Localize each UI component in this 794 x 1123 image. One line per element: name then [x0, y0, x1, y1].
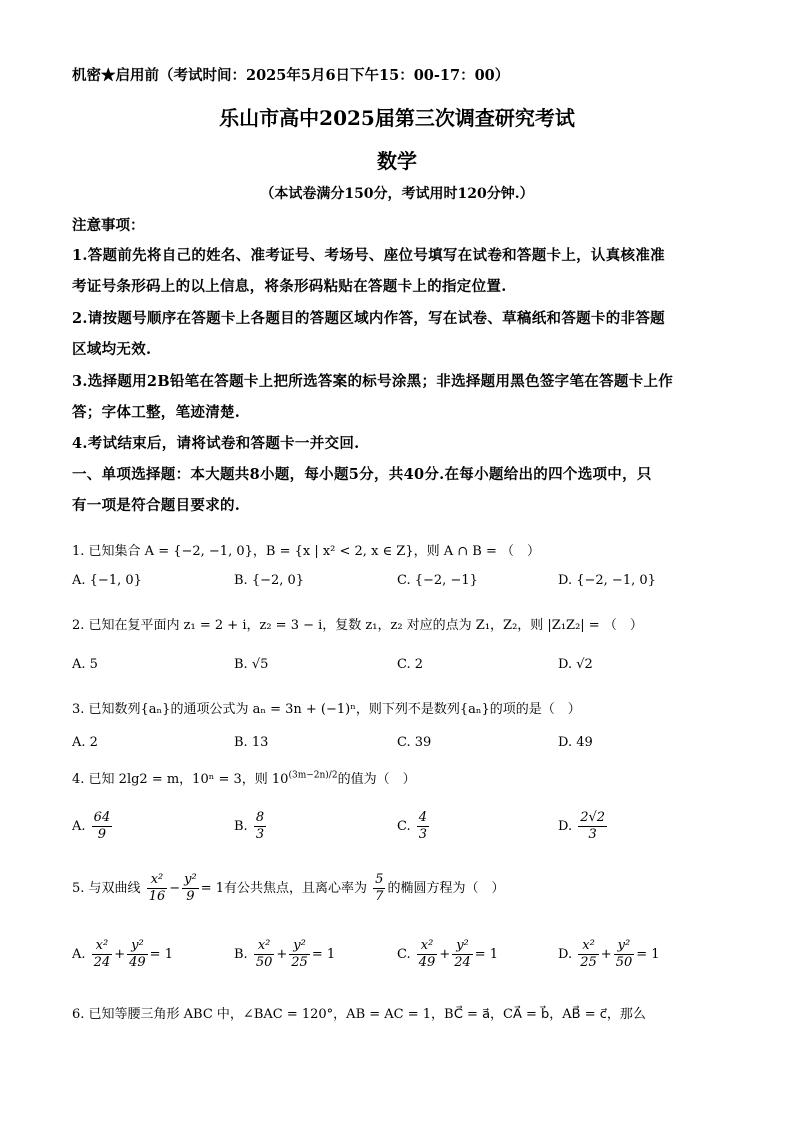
numerator: x² [147, 872, 168, 889]
exam-meta: （本试卷满分150分，考试用时120分钟.） [260, 186, 534, 202]
x-term [578, 938, 599, 971]
q1-option-b: B. {−2, 0} [234, 573, 305, 588]
question-6-stem: 6. 已知等腰三角形 ABC 中，∠BAC = 120°，AB = AC = 1，BC⃗ = a⃗，CA⃗ = b⃗，AB⃗ = c⃗，那么 [72, 1007, 646, 1022]
q3-option-d: D. 49 [558, 735, 593, 750]
note-line: 答；字体工整，笔迹清楚. [72, 404, 241, 421]
denominator: 7 [375, 889, 384, 904]
exam-title: 乐山市高中2025届第三次调查研究考试 [219, 106, 575, 130]
q5-option-b: B. $\frac{\text{x²}}{50}$ + $\frac{\text{y²}}{25}$ = 1 [234, 938, 336, 970]
q5-option-c: C. $\frac{\text{x²}}{49}$ + $\frac{\text{y²}}{24}$ = 1 [397, 938, 499, 970]
option-label: B. [234, 819, 248, 834]
q5-option-a: A. $\frac{\text{x²}}{24}$ + $\frac{\text{y²}}{49}$ = 1 [72, 938, 173, 970]
q4-exponent: (3m−2n)/2 [288, 770, 338, 781]
question-4-stem [72, 768, 416, 787]
denominator: 49 [129, 955, 146, 970]
denominator: 25 [291, 955, 308, 970]
denominator: 24 [454, 955, 471, 970]
q3-option-a: A. 2 [72, 735, 98, 750]
q4-stem-post: 的值为（ ） [337, 772, 416, 787]
q4-stem-pre: 4. 已知 2lg2 = m，10ⁿ = 3，则 10 [72, 772, 289, 787]
q2-option-c: C. 2 [397, 657, 424, 672]
question-1-stem: 1. 已知集合 A = {−2, −1, 0}，B = {x | x² < 2, x ∈ Z}，则 A ∩ B = （ ） [72, 544, 540, 559]
q4-option-a [72, 810, 114, 843]
q2-option-b: B. √5 [234, 657, 269, 672]
note-line: 4.考试结束后，请将试卷和答题卡一并交回. [72, 435, 360, 452]
note-line: 考证号条形码上的以上信息，将条形码粘贴在答题卡上的指定位置. [72, 278, 507, 295]
q3-option-c: C. 39 [397, 735, 432, 750]
fraction [417, 810, 429, 843]
numerator: x² [254, 938, 275, 955]
denominator: 16 [148, 889, 166, 904]
numerator: y² [127, 938, 148, 955]
denominator: 3 [255, 827, 265, 842]
q2-option-d: D. √2 [558, 657, 593, 672]
question-2-stem: 2. 已知在复平面内 z₁ = 2 + i，z₂ = 3 − i，复数 z₁，z₂ 对应的点为 Z₁，Z₂，则 |Z₁Z₂| = （ ） [72, 618, 643, 633]
numerator: 64 [93, 810, 111, 825]
denominator: 49 [418, 955, 436, 970]
y-term [614, 938, 635, 971]
denominator: 25 [580, 955, 597, 970]
option-label: D. [558, 947, 573, 962]
denominator: 3 [588, 827, 597, 842]
q4-option-c [397, 810, 431, 843]
q5-stem-pre: 5. 与双曲线 [72, 881, 141, 896]
y-term [289, 938, 310, 971]
numerator: x² [417, 938, 438, 955]
option-label: A. [72, 947, 86, 962]
denominator: 50 [255, 955, 273, 970]
numerator: y² [289, 938, 310, 955]
q1-option-a: A. {−1, 0} [72, 573, 142, 588]
denominator: 24 [93, 955, 111, 970]
section-heading: 一、单项选择题：本大题共8小题，每小题5分，共40分.在每小题给出的四个选项中，只 [72, 466, 652, 483]
x-term [417, 938, 438, 971]
numerator: 2√2 [580, 810, 606, 825]
hyperbola-x-term [147, 872, 168, 905]
option-label: C. [397, 947, 411, 962]
option-label: D. [558, 819, 573, 834]
confidential-line: 机密★启用前（考试时间：2025年5月6日下午15：00-17：00） [72, 67, 510, 84]
y-term [127, 938, 148, 971]
numerator: 8 [255, 810, 265, 825]
denominator: 9 [97, 827, 107, 842]
note-line: 区域均无效. [72, 341, 152, 358]
denominator: 50 [615, 955, 633, 970]
eccentricity [373, 872, 385, 905]
q1-option-c: C. {−2, −1} [397, 573, 478, 588]
hyperbola-y-term [182, 872, 199, 905]
q5-stem-mid: 有公共焦点，且离心率为 [224, 881, 368, 896]
fraction [578, 810, 607, 843]
question-5-stem: 5. 与双曲线 $\frac{\text{x²}}{16}$ − $\frac{\text{y²}}{9}$ = 1有公共焦点，且离心率为 $\frac{5}{7}$ 的椭圆方程为（ ） [72, 872, 505, 904]
numerator: y² [184, 872, 197, 887]
numerator: 4 [418, 810, 428, 825]
numerator: y² [452, 938, 473, 955]
question-3-stem: 3. 已知数列{aₙ}的通项公式为 aₙ = 3n + (−1)ⁿ，则下列不是数列{aₙ}的项的是（ ） [72, 702, 581, 717]
numerator: y² [614, 938, 635, 955]
note-line: 3.选择题用2B铅笔在答题卡上把所选答案的标号涂黑；非选择题用黑色签字笔在答题卡上作 [72, 373, 674, 390]
subject-title: 数学 [377, 149, 417, 173]
option-label: B. [234, 947, 248, 962]
q2-option-a: A. 5 [72, 657, 98, 672]
hyperbola-rhs: = 1 [200, 881, 224, 896]
y-term [452, 938, 473, 971]
note-line: 2.请按题号顺序在答题卡上各题目的答题区域内作答，写在试卷、草稿纸和答题卡的非答题 [72, 310, 665, 327]
section-heading-cont: 有一项是符合题目要求的. [72, 497, 241, 514]
q5-stem-post: 的椭圆方程为（ ） [387, 881, 505, 896]
x-term [92, 938, 113, 971]
notes-heading: 注意事项： [72, 217, 145, 234]
q5-option-d: D. $\frac{\text{x²}}{25}$ + $\frac{\text{y²}}{50}$ = 1 [558, 938, 660, 970]
numerator: x² [578, 938, 599, 955]
q4-option-b [234, 810, 268, 843]
numerator: 5 [375, 872, 384, 887]
q3-option-b: B. 13 [234, 735, 269, 750]
option-label: C. [397, 819, 411, 834]
q1-option-d: D. {−2, −1, 0} [558, 573, 656, 588]
denominator: 9 [186, 889, 195, 904]
fraction [92, 810, 113, 843]
numerator: x² [92, 938, 113, 955]
q4-option-d [558, 810, 609, 843]
denominator: 3 [418, 827, 428, 842]
note-line: 1.答题前先将自己的姓名、准考证号、考场号、座位号填写在试卷和答题卡上，认真核准准 [72, 247, 665, 264]
fraction [254, 810, 266, 843]
x-term [254, 938, 275, 971]
option-label: A. [72, 819, 86, 834]
